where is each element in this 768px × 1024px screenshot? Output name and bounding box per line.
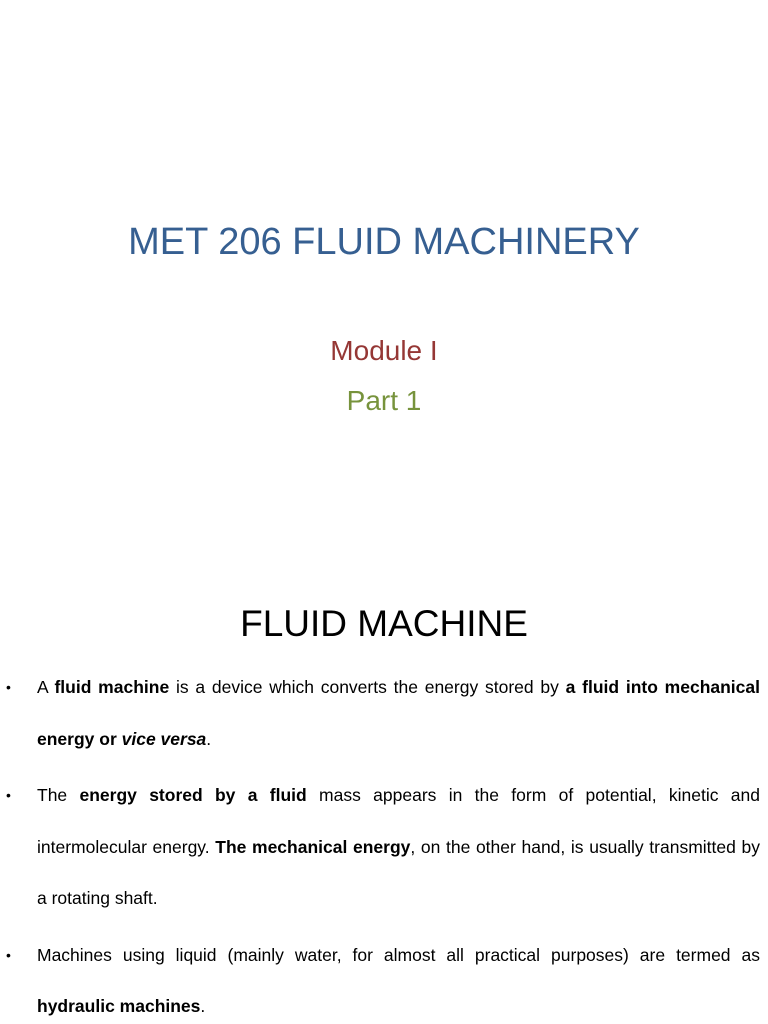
bullet-text: is a device which converts the energy stored by [169, 677, 566, 697]
bullet-icon: • [6, 946, 11, 963]
bullet-item [0, 662, 768, 765]
bullet-text: . [206, 728, 212, 749]
bullet-bold-italic-text: vice versa [121, 728, 207, 749]
part-label: Part 1 [346, 385, 422, 416]
bullet-icon: • [6, 787, 11, 803]
bullet-bold-text: hydraulic machines [37, 996, 201, 1016]
section-heading: FLUID MACHINE [240, 603, 528, 644]
bullet-bold-text: energy stored by a fluid [79, 785, 307, 805]
bullet-icon: • [6, 679, 11, 695]
bullet-item [0, 930, 768, 1024]
slide-title: MET 206 FLUID MACHINERY [128, 221, 640, 263]
bullet-bold-text: The mechanical energy [215, 836, 411, 857]
bullet-text: The [37, 785, 80, 805]
bullet-item [0, 770, 768, 925]
bullet-text: . [200, 996, 206, 1016]
module-label: Module I [330, 335, 438, 366]
bullet-list [0, 662, 768, 1024]
bullet-text: A [37, 677, 55, 697]
bullet-bold-text: fluid machine [54, 677, 170, 697]
bullet-text: , on the other hand, is usually transmitted by a rotating shaft. [37, 836, 760, 908]
bullet-text: Machines using liquid (mainly water, for almost all practical purposes) are termed as [37, 944, 760, 965]
bullet-bold-text: a fluid into mechanical energy or [37, 677, 760, 749]
bullet-text: mass appears in the form of potential, kinetic and intermolecular energy. [37, 785, 760, 857]
